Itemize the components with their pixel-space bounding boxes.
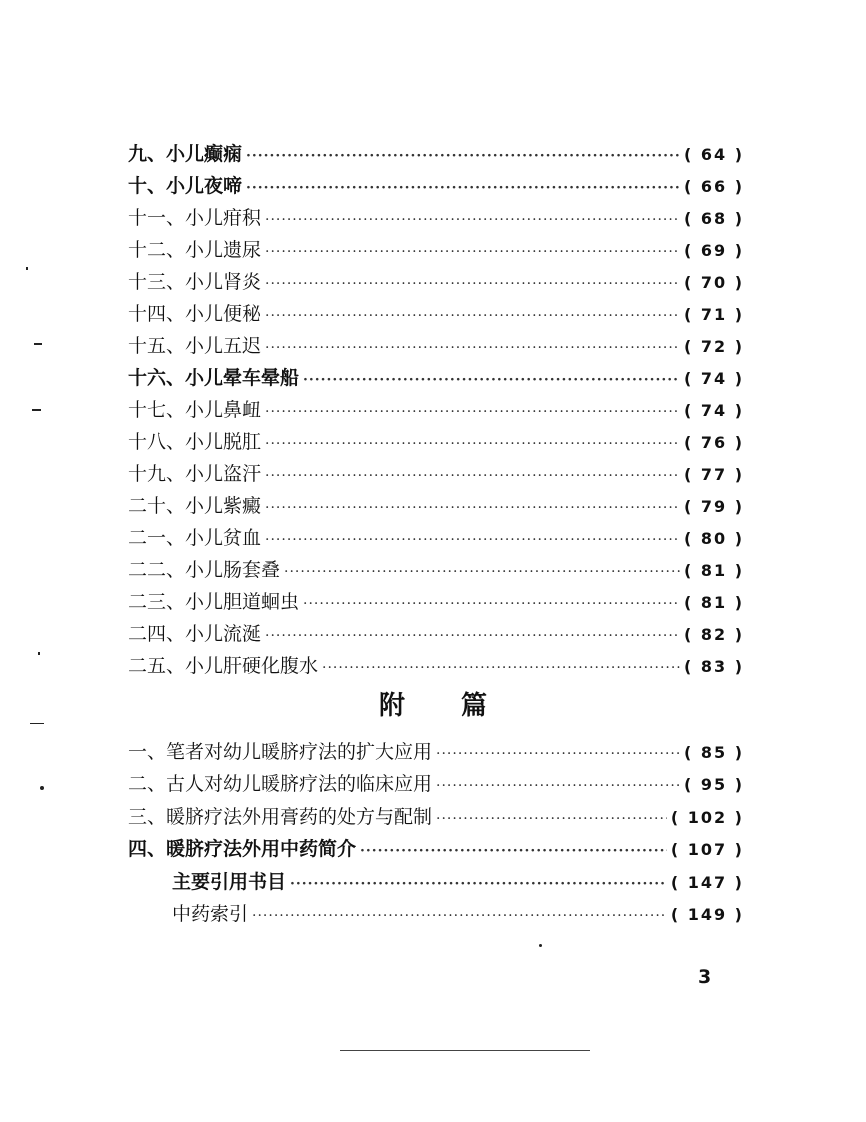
dot-leader xyxy=(265,396,680,428)
entry-page: ( 81 ) xyxy=(683,561,744,580)
entry-number: 十六、 xyxy=(128,367,186,389)
entry-number: 十四、 xyxy=(128,303,186,325)
entry-number: 十八、 xyxy=(128,431,186,453)
toc-entry xyxy=(128,234,744,266)
entry-title: 小儿癫痫 xyxy=(166,143,243,165)
entry-title: 小儿晕车晕船 xyxy=(185,367,300,389)
entry-title: 小儿肾炎 xyxy=(185,271,262,293)
toc-entry xyxy=(128,490,744,522)
toc-entry xyxy=(128,170,744,202)
entry-page: ( 83 ) xyxy=(683,657,744,676)
toc-entry xyxy=(128,554,744,586)
scan-mark xyxy=(26,267,28,270)
toc-entry xyxy=(128,138,744,170)
entry-number: 二二、 xyxy=(128,559,186,581)
entry-title: 笔者对幼儿暖脐疗法的扩大应用 xyxy=(166,741,433,763)
dot-leader xyxy=(303,364,680,396)
entry-number: 三、 xyxy=(128,805,167,828)
dot-leader xyxy=(265,492,680,524)
table-of-contents-main xyxy=(128,138,744,682)
entry-title: 中药索引 xyxy=(172,902,249,925)
entry-title: 小儿肠套叠 xyxy=(185,559,281,581)
entry-number: 十九、 xyxy=(128,463,186,485)
entry-number: 二一、 xyxy=(128,527,186,549)
entry-page: ( 82 ) xyxy=(683,625,744,644)
scan-mark xyxy=(340,1050,590,1051)
entry-number: 二四、 xyxy=(128,623,186,645)
toc-entry xyxy=(128,298,744,330)
entry-title: 古人对幼儿暖脐疗法的临床应用 xyxy=(166,773,433,796)
entry-number: 十三、 xyxy=(128,271,186,293)
toc-entry xyxy=(128,833,744,865)
entry-page: ( 80 ) xyxy=(683,529,744,548)
dot-leader xyxy=(436,738,680,770)
entry-title: 小儿贫血 xyxy=(185,527,262,549)
entry-title: 暖脐疗法外用膏药的处方与配制 xyxy=(166,805,433,828)
page-number: 3 xyxy=(698,966,712,988)
entry-title: 主要引用书目 xyxy=(172,870,287,893)
entry-page: ( 81 ) xyxy=(683,593,744,612)
entry-page: ( 76 ) xyxy=(683,433,744,452)
toc-entry xyxy=(128,362,744,394)
toc-entry xyxy=(128,736,744,768)
entry-number: 二、 xyxy=(128,773,167,796)
toc-entry xyxy=(128,618,744,650)
entry-number: 十一、 xyxy=(128,207,186,229)
entry-number: 九、 xyxy=(128,143,167,165)
appendix-heading: 附篇 xyxy=(378,691,543,721)
entry-number: 十、 xyxy=(128,175,167,197)
scan-mark xyxy=(539,944,542,947)
scan-mark xyxy=(38,652,40,655)
dot-leader xyxy=(436,770,680,802)
dot-leader xyxy=(265,204,680,236)
entry-title: 小儿脱肛 xyxy=(185,431,262,453)
dot-leader xyxy=(290,868,667,900)
entry-page: ( 147 ) xyxy=(670,872,744,892)
entry-number: 二三、 xyxy=(128,591,186,613)
entry-page: ( 68 ) xyxy=(683,209,744,228)
dot-leader xyxy=(265,524,680,556)
scan-mark xyxy=(40,786,44,790)
dot-leader xyxy=(265,620,680,652)
toc-entry xyxy=(128,650,744,682)
entry-page: ( 149 ) xyxy=(670,904,744,924)
entry-page: ( 107 ) xyxy=(670,840,744,860)
toc-entry xyxy=(128,330,744,362)
dot-leader xyxy=(252,900,667,932)
toc-entry xyxy=(128,266,744,298)
entry-title: 小儿遗尿 xyxy=(185,239,262,261)
entry-title: 小儿鼻衄 xyxy=(185,399,262,421)
scan-mark xyxy=(34,343,42,345)
entry-number: 一、 xyxy=(128,741,167,763)
entry-page: ( 72 ) xyxy=(683,337,744,356)
entry-number: 二五、 xyxy=(128,655,186,677)
entry-page: ( 77 ) xyxy=(683,465,744,484)
toc-entry xyxy=(128,898,744,930)
entry-number: 四、 xyxy=(128,838,167,861)
toc-entry xyxy=(128,522,744,554)
dot-leader xyxy=(265,332,680,364)
entry-title: 小儿便秘 xyxy=(185,303,262,325)
dot-leader xyxy=(265,460,680,492)
entry-number: 二十、 xyxy=(128,495,186,517)
entry-page: ( 74 ) xyxy=(683,369,744,388)
scan-mark xyxy=(30,723,44,724)
toc-entry xyxy=(128,768,744,800)
entry-title: 小儿盗汗 xyxy=(185,463,262,485)
entry-title: 小儿肝硬化腹水 xyxy=(185,655,319,677)
entry-page: ( 74 ) xyxy=(683,401,744,420)
entry-title: 小儿夜啼 xyxy=(166,175,243,197)
entry-title: 小儿五迟 xyxy=(185,335,262,357)
toc-entry xyxy=(128,202,744,234)
dot-leader xyxy=(360,835,667,867)
toc-entry xyxy=(128,866,744,898)
entry-page: ( 64 ) xyxy=(683,145,744,164)
entry-page: ( 79 ) xyxy=(683,497,744,516)
dot-leader xyxy=(284,556,680,588)
toc-entry xyxy=(128,801,744,833)
dot-leader xyxy=(265,300,680,332)
entry-title: 小儿紫癜 xyxy=(185,495,262,517)
entry-title: 暖脐疗法外用中药简介 xyxy=(166,838,357,861)
dot-leader xyxy=(265,428,680,460)
entry-page: ( 71 ) xyxy=(683,305,744,324)
toc-entry xyxy=(128,426,744,458)
toc-entry xyxy=(128,458,744,490)
toc-entry xyxy=(128,394,744,426)
entry-number: 十七、 xyxy=(128,399,186,421)
entry-title: 小儿胆道蛔虫 xyxy=(185,591,300,613)
entry-page: ( 66 ) xyxy=(683,177,744,196)
entry-page: ( 70 ) xyxy=(683,273,744,292)
entry-page: ( 102 ) xyxy=(670,807,744,827)
dot-leader xyxy=(265,236,680,268)
entry-title: 小儿疳积 xyxy=(185,207,262,229)
dot-leader xyxy=(303,588,680,620)
dot-leader xyxy=(322,652,680,684)
entry-title: 小儿流涎 xyxy=(185,623,262,645)
dot-leader xyxy=(265,268,680,300)
dot-leader xyxy=(246,172,680,204)
dot-leader xyxy=(246,140,680,172)
entry-page: ( 85 ) xyxy=(683,743,744,762)
entry-number: 十二、 xyxy=(128,239,186,261)
entry-number: 十五、 xyxy=(128,335,186,357)
entry-page: ( 95 ) xyxy=(683,775,744,795)
table-of-contents-appendix xyxy=(128,736,744,930)
scan-mark xyxy=(32,409,41,411)
dot-leader xyxy=(436,803,667,835)
toc-entry xyxy=(128,586,744,618)
entry-page: ( 69 ) xyxy=(683,241,744,260)
